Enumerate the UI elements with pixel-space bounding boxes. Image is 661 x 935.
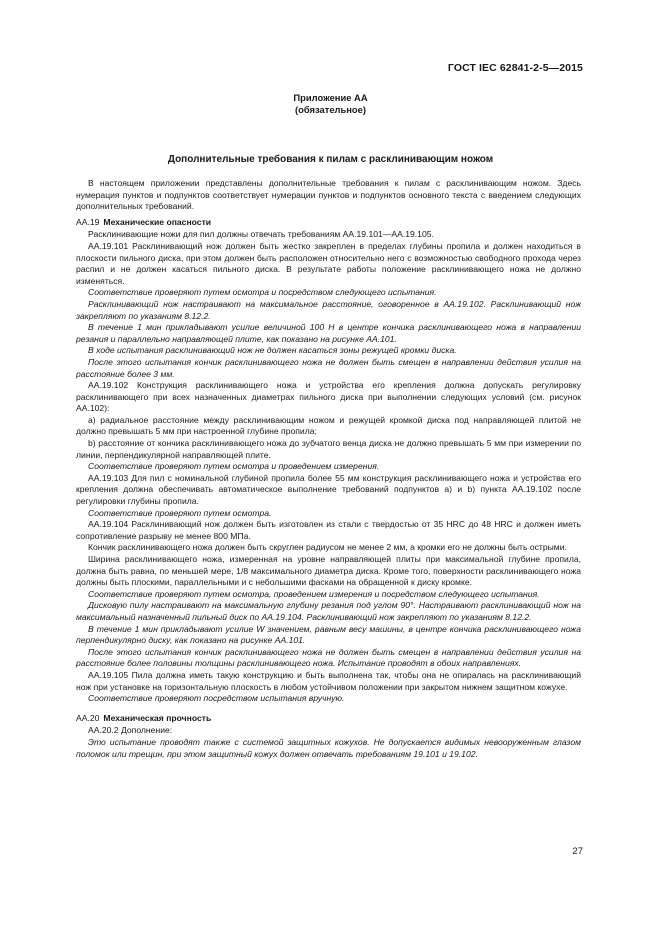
annex-status: (обязательное) bbox=[295, 104, 366, 115]
paragraph: АА.19.103 Для пил с номинальной глубиной пропила более 55 мм конструкция расклинивающего ножа и устройства его крепления должна обеспечивать автоматическое выполнение требований подпунктов а) и b) пункта АА.19.102 после регулировки глубины пропила. bbox=[76, 472, 581, 507]
compliance-note: Соответствие проверяют путем осмотра и проведением измерения. bbox=[88, 461, 380, 472]
clause-number: АА.20 bbox=[76, 712, 100, 723]
clause-heading-aa20 bbox=[76, 713, 581, 725]
paragraph: АА.19.101 Расклинивающий нож должен быть жестко закреплен в пределах глубины пропила и должен находиться в плоскости пильного диска, при этом должен быть расположен относительно него с возможностью свободного прохода через распил и не должен касаться пильного диска. В результате работы положение расклинивающего ножа не должно изменяться. bbox=[76, 240, 581, 286]
page-number: 27 bbox=[572, 846, 583, 857]
paragraph: Ширина расклинивающего ножа, измеренная на уровне направляющей плиты при максимальной глубине пропила, должна быть равна, по меньшей мере, 1/8 максимального диаметра диска. Кроме того, поверхности расклинивающего ножа должны быть плоскими, параллельными и с небольшими фасками на обращенной к диску кромке. bbox=[76, 554, 581, 588]
list-item: а) радиальное расстояние между расклинивающим ножом и режущей кромкой диска под направляющей плитой не должно превышать 5 мм при настроенной глубине пропила; bbox=[76, 414, 581, 437]
test-paragraph: После этого испытания кончик расклинивающего ножа не должен быть смещен в направлении действия усилия на расстояние более 3 мм. bbox=[76, 356, 581, 379]
clause-heading-aa19 bbox=[76, 217, 581, 229]
paragraph: Кончик расклинивающего ножа должен быть скруглен радиусом не менее 2 мм, а кромки его не должны быть острыми. bbox=[88, 542, 567, 553]
test-paragraph: Это испытание проводят также с системой защитных кожухов. Не допускается видимых невооруженным глазом поломок или трещин, при этом защитный кожух должен отвечать требованиям 19.101 и 19.102. bbox=[76, 736, 581, 759]
document-body bbox=[76, 178, 581, 760]
compliance-note: Соответствие проверяют путем осмотра. bbox=[88, 507, 272, 518]
paragraph: АА.19.104 Расклинивающий нож должен быть изготовлен из стали с твердостью от 35 HRC до 48 HRC и должен иметь сопротивление разрыву не менее 800 МПа. bbox=[76, 519, 581, 541]
section-title: Дополнительные требования к пилам с расклинивающим ножом bbox=[167, 154, 494, 165]
test-paragraph: Дисковую пилу настраивают на максимальную глубину резания под углом 90°. Настраивают расклинивающий нож на максимальный назначенный пильный диск по АА.19.104. Расклинивающий нож закрепляют по указаниям 8.12.2. bbox=[76, 600, 581, 622]
test-paragraph: В течение 1 мин прикладывают усилие величиной 100 Н в центре кончика расклинивающего ножа в направлении резания и параллельно направляющей плите, как показано на рисунке АА.101. bbox=[76, 322, 581, 344]
test-paragraph: После этого испытания кончик расклинивающего ножа не должен быть смещен в направлении действия усилия на расстояние более половины толщины расклинивающего ножа. Испытание проводят в обоих направлениях. bbox=[76, 646, 581, 669]
annex-title: Приложение АА bbox=[293, 92, 368, 103]
clause-title: Механическая прочность bbox=[103, 712, 212, 723]
compliance-note: Соответствие проверяют путем осмотра, проведением измерения и посредством следующего испытания. bbox=[88, 588, 540, 599]
test-paragraph: Расклинивающий нож настраивают на максимальное расстояние, оговоренное в АА.19.102. Расклинивающий нож закрепляют по указаниям 8.12.2. bbox=[76, 298, 581, 321]
test-paragraph: В ходе испытания расклинивающий нож не должен касаться зоны режущей кромки диска. bbox=[88, 345, 457, 356]
paragraph: Расклинивающие ножи для пил должны отвечать требованиям АА.19.101—АА.19.105. bbox=[88, 229, 434, 240]
compliance-note: Соответствие проверяют путем осмотра и посредством следующего испытания. bbox=[88, 287, 437, 298]
paragraph: АА.19.102 Конструкция расклинивающего ножа и устройства его крепления должна допускать регулировку расклинивающего при всех назначенных диаметрах пильного диска при выполнении следующих условий (см. рисунок АА.102): bbox=[76, 380, 581, 414]
paragraph: АА.20.2 Дополнение: bbox=[88, 725, 173, 736]
intro-paragraph: В настоящем приложении представлены дополнительные требования к пилам с расклинивающим ножом. Здесь нумерация пунктов и подпунктов соответствует нумерации пунктов и подпунктов основного текста с введением следующих дополнительных требований. bbox=[76, 178, 581, 212]
paragraph: АА.19.105 Пила должна иметь такую конструкцию и быть выполнена так, чтобы она не опиралась на расклинивающий нож при установке на горизонтальную плоскость в любом устойчивом положении при закрытом нижнем защитном кожухе. bbox=[76, 669, 581, 692]
compliance-note: Соответствие проверяют посредством испытания вручную. bbox=[88, 693, 345, 704]
clause-number: АА.19 bbox=[76, 216, 100, 227]
annex-heading bbox=[0, 92, 661, 116]
test-paragraph: В течение 1 мин прикладывают усилие W значением, равным весу машины, в центре кончика расклинивающего ножа перпендикулярно диску, как показано на рисунке АА.101. bbox=[76, 623, 581, 646]
clause-title: Механические опасности bbox=[103, 216, 212, 227]
list-item: b) расстояние от кончика расклинивающего ножа до зубчатого венца диска не должно превышать 5 мм при измерении по линии, перпендикулярной направляющей плите. bbox=[76, 438, 581, 460]
standard-designation: ГОСТ IEC 62841-2-5—2015 bbox=[447, 62, 583, 74]
